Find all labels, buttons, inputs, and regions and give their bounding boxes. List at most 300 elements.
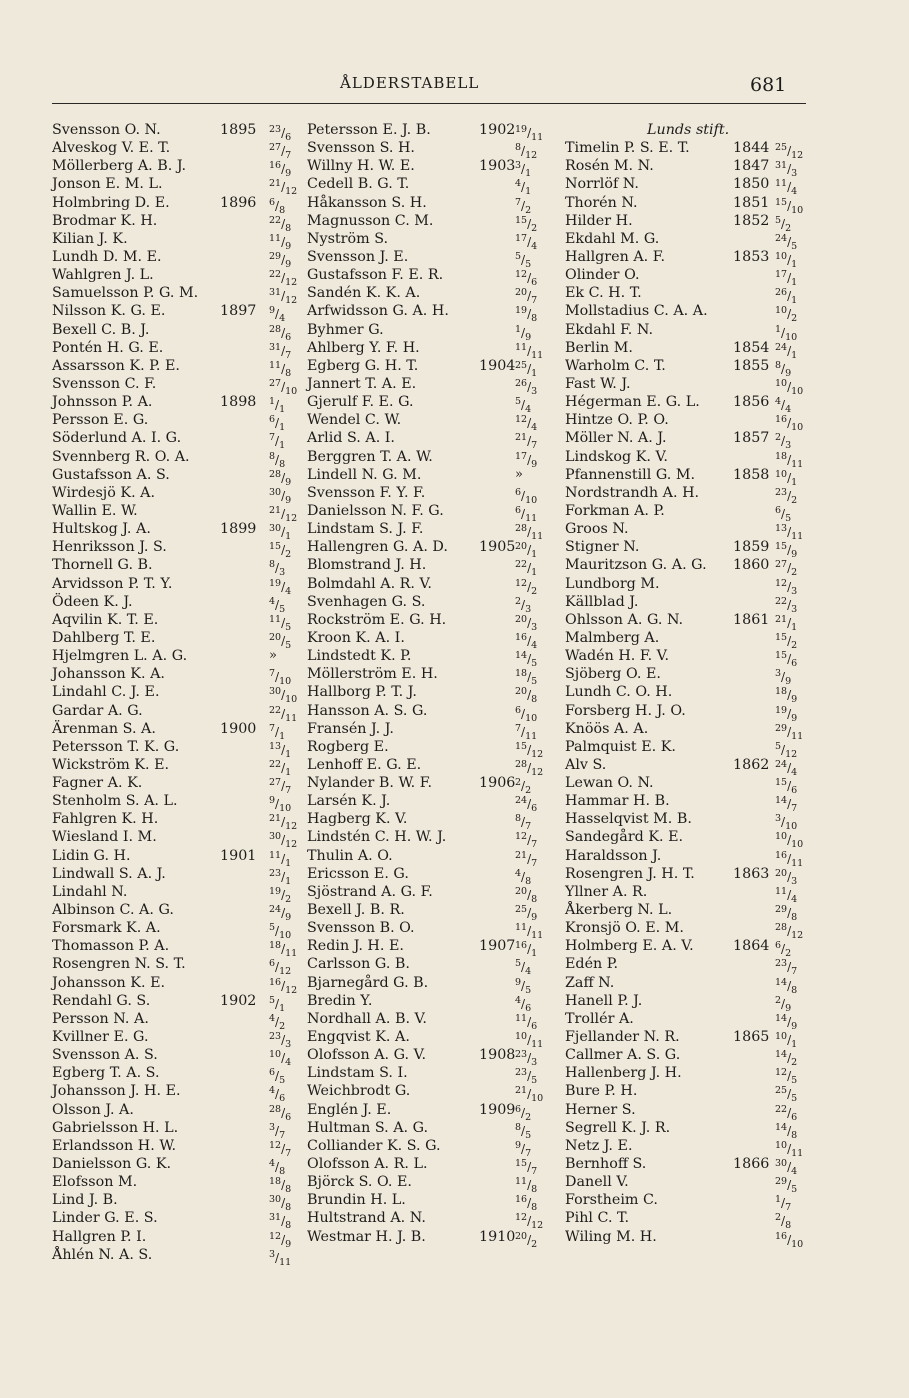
date-slash: / (281, 815, 286, 830)
date-month: 2 (791, 567, 798, 579)
date-month: 3 (791, 585, 798, 597)
table-row (307, 429, 560, 452)
date-month: 4 (531, 422, 538, 434)
date-day: 15 (775, 650, 788, 662)
date-month: 8 (285, 1184, 292, 1196)
page-number: 681 (750, 74, 787, 96)
table-row (52, 756, 298, 778)
date-day: 4 (269, 595, 276, 607)
year: 1859 (733, 539, 770, 556)
person-name: Bredin Y. (307, 992, 373, 1009)
date-day: 28 (775, 922, 788, 934)
date-slash: / (787, 289, 792, 304)
person-name: Bexell C. B. J. (52, 321, 150, 338)
person-name: Trollér A. (565, 1010, 634, 1027)
date-day: 6 (269, 196, 276, 208)
date-month: 9 (285, 1238, 292, 1250)
date-slash: / (275, 597, 280, 612)
table-row (565, 302, 808, 325)
table-row (565, 212, 808, 234)
person-name: Stenholm S. A. L. (52, 793, 178, 810)
date-month: 4 (791, 766, 798, 778)
date-slash: / (787, 1033, 792, 1048)
date-day: 10 (269, 1049, 282, 1061)
person-name: Engqvist K. A. (307, 1029, 410, 1046)
date-day: 3 (775, 813, 782, 825)
date-slash: / (527, 1033, 532, 1048)
date-month: 8 (531, 893, 538, 905)
person-name: Persson E. G. (52, 412, 149, 429)
table-row (565, 647, 808, 670)
date-month: 4 (785, 404, 792, 416)
date-month: 1 (791, 295, 798, 307)
date-day: 2 (515, 777, 522, 789)
table-row (52, 1046, 298, 1069)
date-month: 5 (525, 258, 532, 270)
date-month: 10 (285, 694, 298, 706)
person-name: Wallin E. W. (52, 502, 138, 519)
table-row (52, 828, 298, 851)
date-month: 1 (279, 730, 286, 742)
date-day: 23 (515, 1049, 528, 1061)
date-day: 16 (775, 1230, 788, 1242)
date-day: 7 (269, 432, 276, 444)
table-row (565, 502, 808, 524)
person-name: Willny H. W. E. (307, 158, 415, 175)
date-month: 5 (791, 1093, 798, 1105)
person-name: Kilian J. K. (52, 230, 128, 247)
date-month: 4 (285, 585, 292, 597)
date-month: 8 (791, 984, 798, 996)
date-slash: / (781, 216, 786, 231)
date-slash: / (281, 1033, 286, 1048)
date-month: 10 (285, 385, 298, 397)
table-row (307, 230, 560, 252)
date-month: 6 (285, 132, 292, 143)
person-name: Persson N. A. (52, 1010, 149, 1027)
year: 1857 (733, 430, 770, 447)
table-row (52, 1082, 298, 1105)
person-name: Svennberg R. O. A. (52, 448, 190, 465)
table-row (307, 448, 560, 470)
person-name: Svensson B. O. (307, 920, 415, 937)
date-day: 27 (269, 377, 282, 389)
date-day: 2 (775, 994, 782, 1006)
date-slash: / (275, 434, 280, 449)
date-month: 11 (531, 1039, 544, 1051)
date-day: 1 (775, 323, 782, 335)
table-row (307, 1101, 560, 1123)
person-name: Hallborg P. T. J. (307, 684, 417, 701)
date-month: 12 (285, 984, 298, 996)
date-day: 19 (775, 704, 788, 716)
date-month: 8 (285, 1202, 292, 1214)
table-row (52, 466, 298, 488)
date-slash: / (527, 343, 532, 358)
table-row (307, 1119, 560, 1141)
date-month: 12 (285, 821, 298, 833)
person-name: Ohlsson A. G. N. (565, 611, 684, 628)
person-name: Arfwidsson G. A. H. (307, 303, 449, 320)
person-name: Hultskog J. A. (52, 521, 151, 538)
year: 1904 (479, 357, 516, 374)
person-name: Danielsson N. F. G. (307, 502, 444, 519)
date-day: 1 (269, 396, 276, 408)
person-name: Alveskog V. E. T. (52, 140, 171, 157)
date-month: 9 (285, 240, 292, 252)
person-name: Norrlöf N. (565, 176, 639, 193)
date-slash: / (281, 525, 286, 540)
date-day: 13 (775, 523, 788, 535)
date-slash: / (521, 162, 526, 177)
table-row (307, 302, 560, 325)
table-row (565, 1209, 808, 1232)
date-month: 10 (531, 1093, 544, 1105)
date-slash: / (275, 670, 280, 685)
date-day: 30 (269, 831, 282, 843)
table-row (565, 175, 808, 198)
date-slash: / (275, 797, 280, 812)
table-row (565, 828, 808, 851)
person-name: Ekdahl F. N. (565, 321, 654, 338)
date-slash: / (281, 1051, 286, 1066)
date-month: 10 (525, 494, 538, 506)
person-name: Hagberg K. V. (307, 811, 408, 828)
date-slash: / (781, 815, 786, 830)
date-month: 1 (279, 440, 286, 452)
table-row (565, 792, 808, 815)
date-slash: / (281, 543, 286, 558)
date-slash: / (275, 960, 280, 975)
date-slash: / (787, 1178, 792, 1193)
table-row (52, 538, 298, 561)
date-day: 10 (775, 831, 788, 843)
date-slash: / (527, 1087, 532, 1102)
person-name: Dahlberg T. E. (52, 629, 156, 646)
date-slash: / (787, 470, 792, 485)
table-row (565, 992, 808, 1014)
date-day: 7 (269, 722, 276, 734)
date-day: 14 (775, 795, 788, 807)
date-slash: / (521, 325, 526, 340)
date-month: 3 (791, 168, 798, 180)
table-row (307, 411, 560, 434)
date-month: 6 (525, 1002, 532, 1014)
table-row (307, 284, 560, 307)
date-day: 21 (515, 1085, 528, 1097)
date-slash: / (527, 633, 532, 648)
date-day: 20 (515, 1230, 528, 1242)
table-row (565, 665, 808, 688)
person-name: Netz J. E. (565, 1137, 633, 1154)
date-day: 26 (515, 377, 528, 389)
date-slash: / (281, 488, 286, 503)
person-name: Larsén K. J. (307, 793, 391, 810)
date-day: 4 (269, 1158, 276, 1170)
table-row (307, 575, 560, 597)
date-day: 22 (515, 559, 528, 571)
date-month: 2 (791, 494, 798, 506)
date-month: 7 (279, 1129, 286, 1141)
date-slash: / (787, 379, 792, 394)
date-slash: / (527, 452, 532, 467)
date-slash: / (521, 1123, 526, 1138)
person-name: Cedell B. G. T. (307, 176, 410, 193)
date-day: 23 (269, 867, 282, 879)
year: 1902 (220, 992, 257, 1009)
date-month: 8 (279, 458, 286, 470)
table-row (307, 774, 560, 797)
date-month: 10 (279, 676, 292, 688)
person-name: Englén J. E. (307, 1101, 392, 1118)
date-day: 29 (775, 1176, 788, 1188)
date-slash: / (281, 234, 286, 249)
date-slash: / (527, 742, 532, 757)
date-slash: / (787, 561, 792, 576)
date-slash: / (281, 1178, 286, 1193)
person-name: Kroon K. A. I. (307, 629, 405, 646)
date-day: 11 (515, 1012, 528, 1024)
date-day: 25 (515, 359, 528, 371)
year: 1899 (220, 521, 257, 538)
date-month: 1 (531, 549, 538, 561)
date-slash: / (527, 289, 532, 304)
table-row (307, 611, 560, 633)
table-row (52, 339, 298, 361)
date-day: 14 (775, 1049, 788, 1061)
date-day: 16 (515, 1194, 528, 1206)
date-slash: / (275, 561, 280, 576)
year: 1896 (220, 194, 257, 211)
date-slash: / (521, 869, 526, 884)
table-row (307, 157, 560, 180)
person-name: Olinder O. (565, 267, 640, 284)
person-name: Elofsson M. (52, 1174, 138, 1191)
person-name: Lundh D. M. E. (52, 248, 162, 265)
date-slash: / (521, 198, 526, 213)
date-slash: / (521, 706, 526, 721)
date-day: 23 (269, 1031, 282, 1043)
date-slash: / (787, 597, 792, 612)
date-day: 25 (775, 1085, 788, 1097)
date-slash: / (787, 706, 792, 721)
table-row (52, 484, 298, 506)
date-month: 1 (791, 349, 798, 361)
year: 1853 (733, 248, 770, 265)
date-day: 4 (269, 1085, 276, 1097)
person-name: Magnusson C. M. (307, 212, 434, 229)
date-slash: / (281, 869, 286, 884)
table-row (307, 792, 560, 815)
date-slash: / (281, 779, 286, 794)
table-row (307, 212, 560, 234)
date-month: 9 (285, 912, 292, 924)
date-day: 11 (775, 885, 788, 897)
date-slash: / (275, 307, 280, 322)
date-month: 11 (531, 349, 544, 361)
table-row (565, 847, 808, 869)
date-slash: / (781, 506, 786, 521)
table-row (565, 683, 808, 706)
table-row (565, 375, 808, 397)
date-day: 24 (515, 795, 528, 807)
date-month: 1 (531, 948, 538, 960)
person-name: Björck S. O. E. (307, 1174, 412, 1191)
date-day: 20 (515, 287, 528, 299)
date-day: 21 (775, 613, 788, 625)
date-slash: / (781, 1196, 786, 1211)
date-slash: / (527, 543, 532, 558)
table-row (52, 665, 298, 688)
person-name: Pontén H. G. E. (52, 339, 164, 356)
date-slash: / (787, 633, 792, 648)
date-slash: / (281, 1196, 286, 1211)
date-slash: / (281, 887, 286, 902)
table-row (307, 1173, 560, 1196)
person-name: Wirdesjö K. A. (52, 484, 156, 501)
table-row (52, 302, 298, 325)
date-month: 8 (531, 1202, 538, 1214)
table-row (565, 157, 808, 180)
date-slash: / (787, 688, 792, 703)
date-day: 22 (269, 758, 282, 770)
date-slash: / (281, 1105, 286, 1120)
date-day: 7 (269, 668, 276, 680)
date-slash: / (527, 652, 532, 667)
date-month: 2 (531, 585, 538, 597)
date-slash: / (787, 198, 792, 213)
date-month: 9 (285, 168, 292, 180)
person-name: Möllerström E. H. (307, 666, 438, 683)
date-slash: / (527, 615, 532, 630)
table-row (52, 593, 298, 615)
date-month: 9 (531, 912, 538, 924)
date-slash: / (527, 379, 532, 394)
person-name: Bolmdahl A. R. V. (307, 575, 432, 592)
date-slash: / (527, 1069, 532, 1084)
date-day: 30 (269, 1194, 282, 1206)
date-slash: / (527, 307, 532, 322)
date-slash: / (787, 234, 792, 249)
date-month: 12 (525, 150, 538, 162)
person-name: Hégerman E. G. L. (565, 394, 700, 411)
date-month: 2 (531, 222, 538, 234)
date-slash: / (275, 1087, 280, 1102)
date-day: 28 (515, 523, 528, 535)
person-name: Håkansson S. H. (307, 194, 427, 211)
person-name: Svensson O. N. (52, 122, 161, 138)
table-row (565, 575, 808, 597)
date-month: 1 (791, 621, 798, 633)
date-day: 8 (269, 450, 276, 462)
year: 1906 (479, 775, 516, 792)
date-month: 4 (531, 240, 538, 252)
date-slash: / (521, 506, 526, 521)
date-month: 9 (285, 476, 292, 488)
date-month: 9 (531, 458, 538, 470)
date-day: 12 (515, 1212, 528, 1224)
person-name: Bexell J. B. R. (307, 902, 405, 919)
date-day: 15 (269, 541, 282, 553)
date-month: 2 (525, 1111, 532, 1123)
table-row (565, 321, 808, 343)
table-row (52, 1137, 298, 1159)
table-row (52, 175, 298, 198)
date-day: 10 (775, 1139, 788, 1151)
person-name: Nylander B. W. F. (307, 775, 432, 792)
date-slash: / (527, 271, 532, 286)
person-name: Berggren T. A. W. (307, 448, 433, 465)
person-name: Palmquist E. K. (565, 738, 676, 755)
date-month: 7 (531, 295, 538, 307)
person-name: Westmar H. J. B. (307, 1228, 426, 1245)
table-row (565, 974, 808, 996)
date-month: 5 (285, 639, 292, 651)
date-day: 10 (775, 377, 788, 389)
date-slash: / (281, 180, 286, 195)
table-row (307, 683, 560, 706)
date-day: 18 (775, 450, 788, 462)
person-name: Alv S. (565, 756, 607, 773)
date-day: 9 (269, 305, 276, 317)
date-slash: / (281, 978, 286, 993)
date-day: 15 (775, 777, 788, 789)
table-row (52, 375, 298, 397)
table-row (565, 593, 808, 615)
date-month: 8 (525, 875, 532, 887)
date-day: 5 (515, 396, 522, 408)
date-day: 12 (515, 831, 528, 843)
date-slash: / (281, 706, 286, 721)
date-day: 11 (269, 613, 282, 625)
person-name: Redin J. H. E. (307, 938, 404, 955)
date-month: 2 (785, 948, 792, 960)
date-month: 4 (279, 313, 286, 325)
table-row (307, 375, 560, 397)
date-month: 7 (791, 966, 798, 978)
table-row (565, 955, 808, 978)
date-month: 8 (279, 204, 286, 216)
table-row (52, 212, 298, 234)
date-slash: / (527, 851, 532, 866)
table-row (307, 1137, 560, 1159)
date-month: 5 (531, 658, 538, 670)
date-month: 4 (791, 186, 798, 198)
column-2 (307, 121, 560, 1250)
table-row (52, 429, 298, 452)
date-day: 30 (269, 486, 282, 498)
date-month: 8 (279, 1166, 286, 1178)
date-day: 6 (269, 958, 276, 970)
date-slash: / (787, 525, 792, 540)
table-row (565, 1119, 808, 1141)
date-day: 8 (515, 142, 522, 154)
date-day: 5 (775, 740, 782, 752)
column-3 (565, 121, 808, 1250)
date-slash: / (787, 180, 792, 195)
date-day: 31 (269, 287, 282, 299)
date-slash: / (521, 996, 526, 1011)
person-name: Lindahl C. J. E. (52, 684, 160, 701)
date-month: 11 (525, 512, 538, 524)
date-month: 9 (785, 1002, 792, 1014)
year: 1900 (220, 720, 257, 737)
table-row (307, 738, 560, 760)
date-day: 24 (775, 341, 788, 353)
date-day: 19 (269, 885, 282, 897)
date-slash: / (275, 1160, 280, 1175)
date-month: 10 (279, 803, 292, 815)
